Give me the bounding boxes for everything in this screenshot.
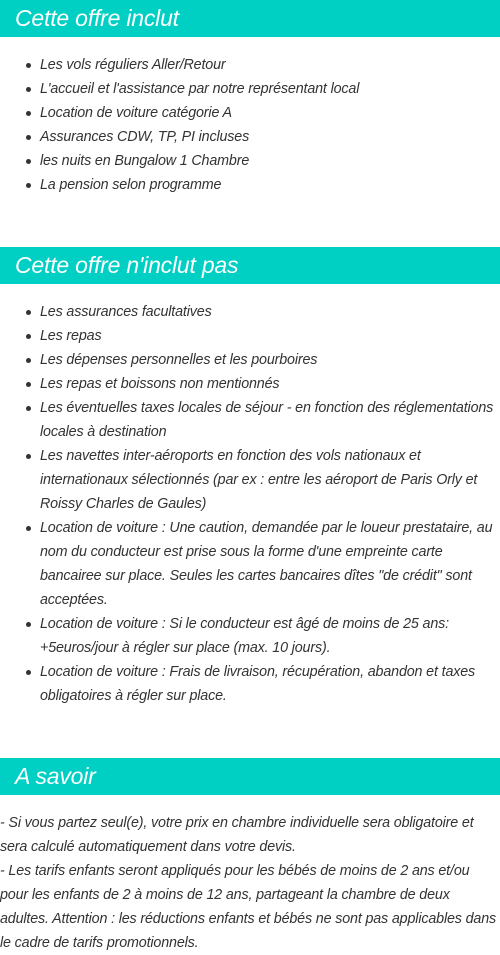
list-item xyxy=(0,372,500,396)
list-item xyxy=(0,660,500,708)
bullet-icon xyxy=(26,183,31,188)
bullet-icon xyxy=(26,358,31,363)
not-included-section-title: Cette offre n'inclut pas xyxy=(0,247,500,284)
bullet-icon xyxy=(26,111,31,116)
a-savoir-text xyxy=(0,811,500,955)
list-item xyxy=(0,516,500,612)
bullet-icon xyxy=(26,622,31,627)
list-item-text: les nuits en Bungalow 1 Chambre xyxy=(40,153,250,169)
bullet-icon xyxy=(26,87,31,92)
list-item xyxy=(0,53,500,77)
list-item-text: Les dépenses personnelles et les pourboires xyxy=(40,352,318,368)
list-item-text: Les repas xyxy=(40,328,102,344)
list-item-text: Location de voiture : Frais de livraison, récupération, abandon et taxes obligatoires à régler sur place. xyxy=(40,664,476,704)
list-item xyxy=(0,396,500,444)
list-item-text: Les éventuelles taxes locales de séjour - en fonction des réglementations locales à destination xyxy=(40,400,494,440)
list-item xyxy=(0,101,500,125)
list-item-text: La pension selon programme xyxy=(40,177,222,193)
bullet-icon xyxy=(26,454,31,459)
list-item xyxy=(0,612,500,660)
list-item-text: Location de voiture : Si le conducteur est âgé de moins de 25 ans: +5euros/jour à régler sur place (max. 10 jours). xyxy=(40,616,449,656)
list-item-text: Les vols réguliers Aller/Retour xyxy=(40,57,226,73)
bullet-icon xyxy=(26,135,31,140)
bullet-icon xyxy=(26,382,31,387)
list-item xyxy=(0,300,500,324)
bullet-icon xyxy=(26,159,31,164)
a-savoir-paragraph: - Si vous partez seul(e), votre prix en chambre individuelle sera obligatoire et sera calculé automatiquement dans votre devis. xyxy=(0,815,474,855)
list-item-text: Location de voiture : Une caution, demandée par le loueur prestataire, au nom du conducteur est prise sous la forme d'une empreinte carte bancairee sur place. Seules les cartes bancaires dîtes "de crédit" sont acceptées. xyxy=(40,520,493,608)
list-item-text: Les repas et boissons non mentionnés xyxy=(40,376,280,392)
list-item xyxy=(0,348,500,372)
list-item-text: L'accueil et l'assistance par notre représentant local xyxy=(40,81,360,97)
not-included-list xyxy=(0,300,500,708)
bullet-icon xyxy=(26,406,31,411)
bullet-icon xyxy=(26,670,31,675)
list-item xyxy=(0,125,500,149)
list-item xyxy=(0,77,500,101)
included-section-title: Cette offre inclut xyxy=(0,0,500,37)
list-item xyxy=(0,324,500,348)
list-item-text: Location de voiture catégorie A xyxy=(40,105,232,121)
bullet-icon xyxy=(26,310,31,315)
list-item-text: Les assurances facultatives xyxy=(40,304,212,320)
a-savoir-paragraph: - Les tarifs enfants seront appliqués pour les bébés de moins de 2 ans et/ou pour les enfants de 2 à moins de 12 ans, partageant la chambre de deux adultes. Attention : les réductions enfants et bébés ne sont pas applicables dans le cadre de tarifs promotionnels. xyxy=(0,863,496,951)
included-list xyxy=(0,53,500,197)
list-item-text: Assurances CDW, TP, PI incluses xyxy=(40,129,250,145)
bullet-icon xyxy=(26,526,31,531)
list-item xyxy=(0,173,500,197)
list-item xyxy=(0,149,500,173)
list-item-text: Les navettes inter-aéroports en fonction des vols nationaux et internationaux sélectionnés (par ex : entre les aéroport de Paris Orly et Roissy Charles de Gaules) xyxy=(40,448,478,512)
bullet-icon xyxy=(26,334,31,339)
a-savoir-section-title: A savoir xyxy=(0,758,500,795)
bullet-icon xyxy=(26,63,31,68)
list-item xyxy=(0,444,500,516)
